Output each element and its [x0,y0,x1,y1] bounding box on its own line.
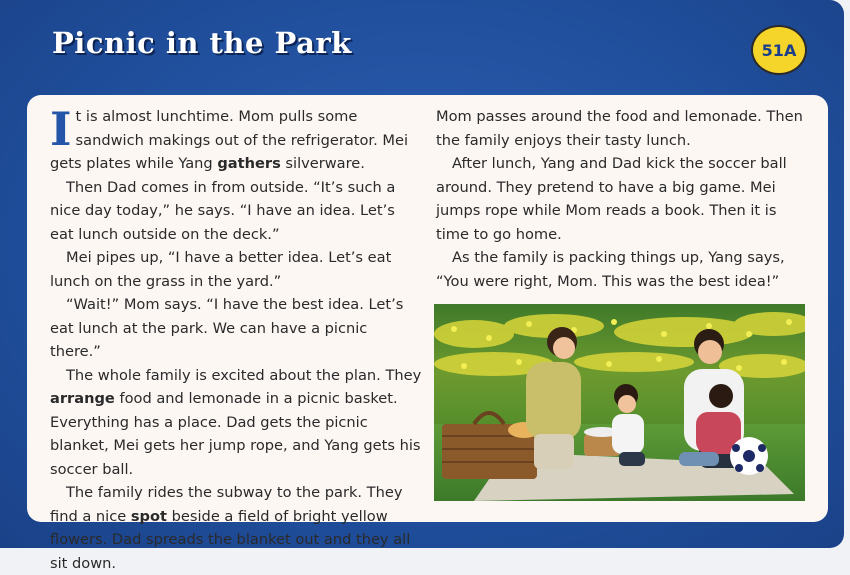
lesson-badge: 51A [751,25,807,75]
story-paragraph-1: It is almost lunchtime. Mom pulls some sandwich makings out of the refrigerator. Mei gets plates while Yang gathers silverware. [50,102,408,172]
drop-cap: I [50,102,72,156]
story-paragraph-8: After lunch, Yang and Dad kick the soccer ball around. They pretend to have a big game. Mei jumps rope while Mom reads a book. Then it is time to go home. [436,155,787,243]
vocab-word-spot: spot [130,507,168,525]
story-paragraph-7: Mom passes around the food and lemonade. Then the family enjoys their tasty lunch. [436,108,803,149]
story-paragraph-6: The family rides the subway to the park. They find a nice spot beside a field of bright yellow flowers. Dad spreads the blanket out and they all sit down. [50,484,411,572]
vocab-word-gathers: gathers [217,155,281,172]
story-paragraph-3: Mei pipes up, “I have a better idea. Let’s eat lunch on the grass in the yard.” [50,249,392,290]
story-column-left [50,102,422,575]
story-paragraph-2: Then Dad comes in from outside. “It’s such a nice day today,” he says. “I have an idea. Let’s eat lunch outside on the deck.” [50,178,396,243]
page-title: Picnic in the Park [52,26,352,60]
vocab-word-arrange: arrange [50,390,115,407]
family-picnic-photo [434,304,805,501]
story-paragraph-5: The whole family is excited about the plan. They arrange food and lemonade in a picnic basket. Everything has a place. Dad gets the picnic blanket, Mei gets her jump rope, and Yang gets his soccer ball. [50,366,422,478]
story-column-right [436,105,808,293]
story-paragraph-4: “Wait!” Mom says. “I have the best idea. Let’s eat lunch at the park. We can have a picnic there.” [50,296,404,360]
story-paragraph-9: As the family is packing things up, Yang says, “You were right, Mom. This was the best idea!” [436,249,785,290]
